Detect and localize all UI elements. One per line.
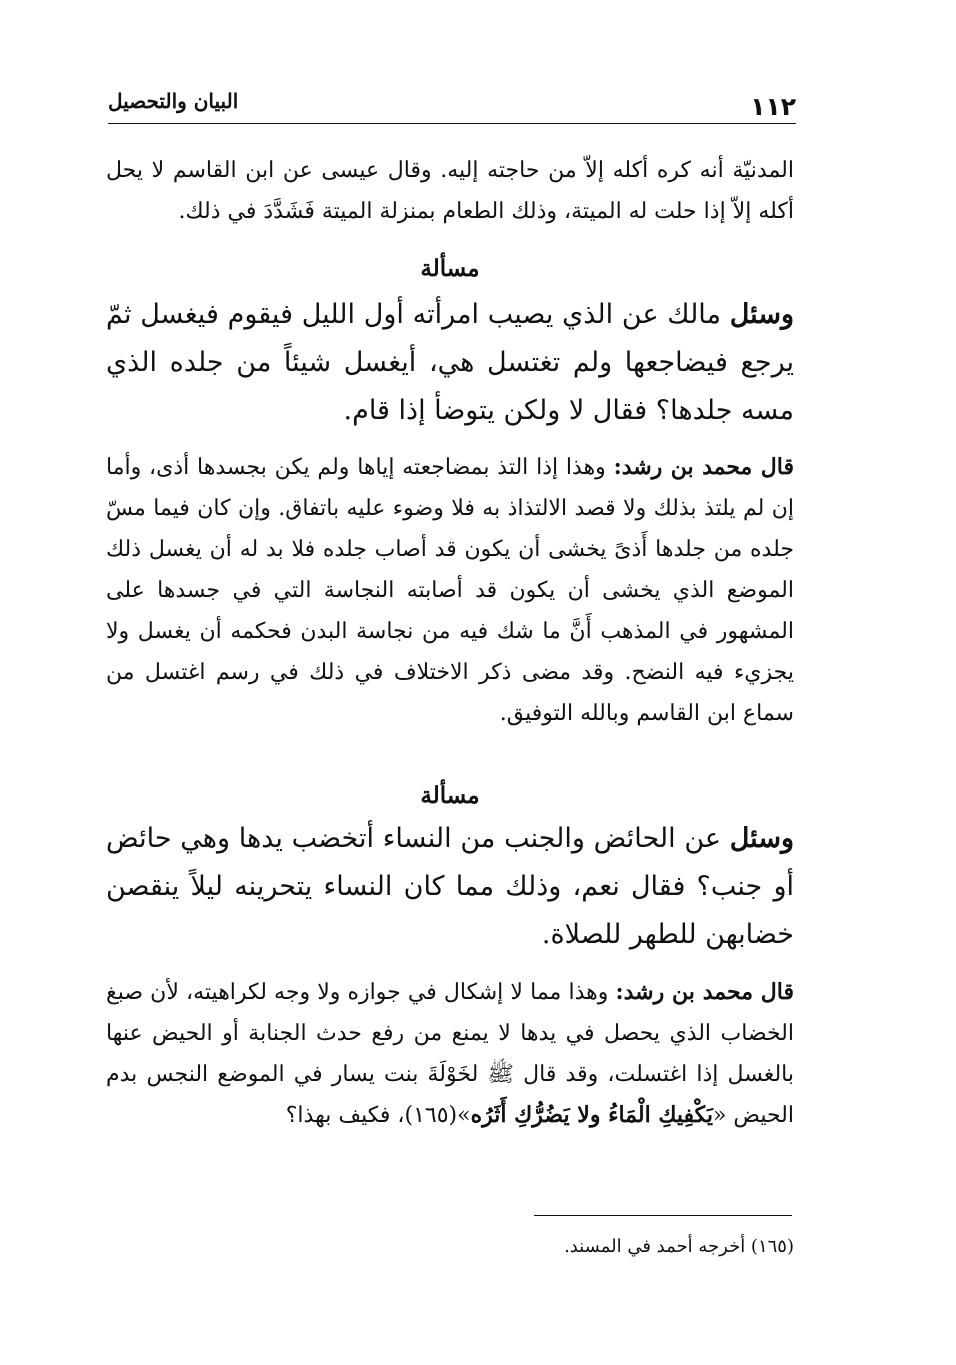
commentary-text: وهذا إذا التذ بمضاجعته إياها ولم يكن بجسدها أذى، وأما إن لم يلتذ بذلك ولا قصد الالتذاذ به فلا وضوء عليه باتفاق. وإن كان فيما مسّ جلده من جلدها أَذىً يخشى أن يكون قد أصاب جلده فلا بد له أن يغسل ذلك الموضع الذي يخشى أن يكون قد أصابته النجاسة التي في جسدها على المشهور في المذهب أَنَّ ما شك فيه من نجاسة البدن فحكمه أن يغسل ولا يجزيء فيه النضح. وقد مضى ذكر الاختلاف في ذلك في رسم اغتسل من سماع ابن القاسم وبالله التوفيق. bbox=[106, 455, 794, 726]
page-number: ١١٢ bbox=[750, 92, 796, 121]
question-paragraph bbox=[106, 291, 794, 435]
paragraph-continuation: المدنيّة أنه كره أكله إلاّ من حاجته إليه. وقال عيسى عن ابن القاسم لا يحل أكله إلاّ إذا حلت له الميتة، وذلك الطعام بمنزلة الميتة فَشَدَّدَ في ذلك. bbox=[106, 158, 794, 224]
question-lead: وسئل bbox=[729, 823, 794, 854]
commentary-lead: قال محمد بن رشد: bbox=[615, 979, 795, 1005]
commentary-text: وهذا مما لا إشكال في جوازه ولا وجه لكراهيته، لأن صبغ الخضاب الذي يحصل في يدها لا يمنع من رفع حدث الجنابة أو الحيض عنها بالغسل إذا اغتسلت، وقد قال ﷺ لخَوْلَةَ بنت يسار في الموضع النجس بدم الحيض « bbox=[106, 980, 794, 1128]
commentary-paragraph bbox=[106, 972, 794, 1136]
hadith-quote: يَكْفِيكِ الْمَاءُ ولا يَضُرُّكِ أَثَرُه bbox=[470, 1102, 713, 1128]
question-lead: وسئل bbox=[729, 299, 794, 330]
commentary-lead: قال محمد بن رشد: bbox=[613, 454, 794, 480]
question-paragraph bbox=[106, 815, 794, 959]
section-heading: مسألة bbox=[420, 782, 480, 809]
commentary-paragraph bbox=[106, 447, 794, 734]
question-text: عن الحائض والجنب من النساء أتخضب يدها وهي حائض أو جنب؟ فقال نعم، وذلك مما كان النساء يتحرينه ليلاً ينقصن خضابهن للطهر للصلاة. bbox=[106, 823, 794, 950]
footnote-rule bbox=[534, 1215, 792, 1216]
commentary-text-end: »(١٦٥)، فكيف بهذا؟ bbox=[285, 1103, 471, 1128]
footnote: (١٦٥) أخرجه أحمد في المسند. bbox=[564, 1236, 794, 1257]
section-heading: مسألة bbox=[420, 255, 480, 282]
header-rule bbox=[108, 123, 796, 124]
running-title: البيان والتحصيل bbox=[108, 89, 239, 113]
question-text: مالك عن الذي يصيب امرأته أول الليل فيقوم فيغسل ثمّ يرجع فيضاجعها ولم تغتسل هي، أيغسل شيئاً من جلده الذي مسه جلدها؟ فقال لا ولكن يتوضأ إذا قام. bbox=[106, 299, 794, 426]
page-header bbox=[108, 82, 796, 122]
